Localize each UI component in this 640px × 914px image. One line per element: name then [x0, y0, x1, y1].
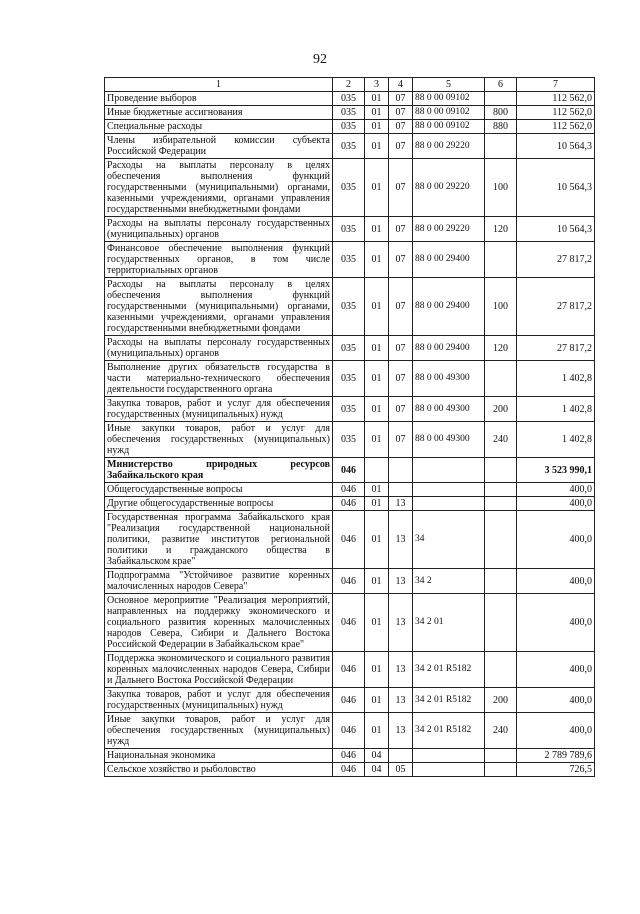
section-code-cell: 01 [365, 120, 389, 134]
table-row [105, 497, 595, 511]
section-code-cell: 01 [365, 397, 389, 422]
row-name-cell: Подпрограмма "Устойчивое развитие коренных малочисленных народов Севера" [105, 569, 333, 594]
target-article-cell [413, 458, 485, 483]
amount-cell: 27 817,2 [517, 242, 595, 278]
expense-type-cell [485, 511, 517, 569]
row-name-cell: Расходы на выплаты персоналу в целях обеспечения выполнения функций государственными (муниципальными) органами, казенными учреждениями, органами управления государственными внебюджетными фондами [105, 278, 333, 336]
row-name-cell: Расходы на выплаты персоналу государственных (муниципальных) органов [105, 336, 333, 361]
expense-type-cell: 240 [485, 422, 517, 458]
subsection-code-cell: 13 [389, 511, 413, 569]
table-row [105, 278, 595, 336]
subsection-code-cell: 13 [389, 569, 413, 594]
target-article-cell [413, 763, 485, 777]
amount-cell: 400,0 [517, 511, 595, 569]
row-name-cell: Сельское хозяйство и рыболовство [105, 763, 333, 777]
ved-code-cell: 035 [333, 242, 365, 278]
table-row [105, 569, 595, 594]
amount-cell: 726,5 [517, 763, 595, 777]
target-article-cell: 88 0 00 29220 [413, 159, 485, 217]
target-article-cell: 88 0 00 49300 [413, 361, 485, 397]
amount-cell: 112 562,0 [517, 106, 595, 120]
ved-code-cell: 035 [333, 336, 365, 361]
subsection-code-cell: 13 [389, 713, 413, 749]
section-code-cell: 01 [365, 336, 389, 361]
section-code-cell: 01 [365, 688, 389, 713]
ved-code-cell: 035 [333, 361, 365, 397]
section-code-cell: 01 [365, 483, 389, 497]
ved-code-cell: 046 [333, 749, 365, 763]
subsection-code-cell: 07 [389, 134, 413, 159]
amount-cell: 1 402,8 [517, 397, 595, 422]
amount-cell: 400,0 [517, 569, 595, 594]
ved-code-cell: 046 [333, 569, 365, 594]
expense-type-cell: 100 [485, 278, 517, 336]
row-name-cell: Поддержка экономического и социального развития коренных малочисленных народов Севера, Сибири и Дальнего Востока Российской Федерации [105, 652, 333, 688]
table-row [105, 92, 595, 106]
subsection-code-cell [389, 458, 413, 483]
table-row [105, 763, 595, 777]
amount-cell: 27 817,2 [517, 336, 595, 361]
target-article-cell: 88 0 00 49300 [413, 422, 485, 458]
section-code-cell: 01 [365, 159, 389, 217]
ved-code-cell: 046 [333, 458, 365, 483]
target-article-cell: 34 2 01 R5182 [413, 713, 485, 749]
target-article-cell: 88 0 00 29400 [413, 336, 485, 361]
table-row [105, 652, 595, 688]
subsection-code-cell: 07 [389, 159, 413, 217]
section-code-cell: 01 [365, 497, 389, 511]
section-code-cell: 01 [365, 422, 389, 458]
ved-code-cell: 046 [333, 713, 365, 749]
row-name-cell: Государственная программа Забайкальского края "Реализация государственной национальной политики, развитие институтов региональной политики и гражданского общества в Забайкальском крае" [105, 511, 333, 569]
expense-type-cell: 240 [485, 713, 517, 749]
row-name-cell: Расходы на выплаты персоналу в целях обеспечения выполнения функций государственными (муниципальными) органами, казенными учреждениями, органами управления государственными внебюджетными фондами [105, 159, 333, 217]
expense-type-cell [485, 134, 517, 159]
table-row [105, 159, 595, 217]
expense-type-cell [485, 458, 517, 483]
ved-code-cell: 035 [333, 397, 365, 422]
expense-type-cell: 200 [485, 397, 517, 422]
section-code-cell: 01 [365, 361, 389, 397]
row-name-cell: Специальные расходы [105, 120, 333, 134]
target-article-cell: 34 [413, 511, 485, 569]
subsection-code-cell: 07 [389, 217, 413, 242]
row-name-cell: Министерство природных ресурсов Забайкальского края [105, 458, 333, 483]
target-article-cell: 88 0 00 29400 [413, 278, 485, 336]
amount-cell: 2 789 789,6 [517, 749, 595, 763]
target-article-cell: 88 0 00 09102 [413, 92, 485, 106]
ved-code-cell: 035 [333, 422, 365, 458]
section-code-cell: 01 [365, 594, 389, 652]
section-code-cell: 01 [365, 511, 389, 569]
amount-cell: 112 562,0 [517, 120, 595, 134]
subsection-code-cell: 13 [389, 594, 413, 652]
ved-code-cell: 035 [333, 159, 365, 217]
ved-code-cell: 046 [333, 652, 365, 688]
section-code-cell: 01 [365, 106, 389, 120]
amount-cell: 10 564,3 [517, 217, 595, 242]
subsection-code-cell [389, 749, 413, 763]
section-code-cell: 01 [365, 134, 389, 159]
target-article-cell [413, 749, 485, 763]
table-row [105, 483, 595, 497]
header-cell: 7 [517, 78, 595, 92]
target-article-cell: 34 2 01 R5182 [413, 652, 485, 688]
ved-code-cell: 046 [333, 688, 365, 713]
target-article-cell: 88 0 00 29400 [413, 242, 485, 278]
expense-type-cell [485, 242, 517, 278]
row-name-cell: Проведение выборов [105, 92, 333, 106]
row-name-cell: Иные закупки товаров, работ и услуг для обеспечения государственных (муниципальных) нужд [105, 713, 333, 749]
amount-cell: 400,0 [517, 652, 595, 688]
ved-code-cell: 035 [333, 120, 365, 134]
subsection-code-cell: 07 [389, 92, 413, 106]
table-row [105, 397, 595, 422]
target-article-cell: 34 2 01 R5182 [413, 688, 485, 713]
section-code-cell: 01 [365, 278, 389, 336]
table-row [105, 749, 595, 763]
budget-table [104, 77, 595, 777]
amount-cell: 1 402,8 [517, 422, 595, 458]
amount-cell: 400,0 [517, 497, 595, 511]
ved-code-cell: 035 [333, 217, 365, 242]
target-article-cell: 88 0 00 29220 [413, 134, 485, 159]
ved-code-cell: 046 [333, 483, 365, 497]
amount-cell: 400,0 [517, 713, 595, 749]
table-row [105, 336, 595, 361]
table-row [105, 242, 595, 278]
row-name-cell: Национальная экономика [105, 749, 333, 763]
row-name-cell: Финансовое обеспечение выполнения функций государственных органов, в том числе территориальных органов [105, 242, 333, 278]
amount-cell: 3 523 990,1 [517, 458, 595, 483]
expense-type-cell: 200 [485, 688, 517, 713]
target-article-cell [413, 497, 485, 511]
subsection-code-cell: 07 [389, 106, 413, 120]
table-row [105, 422, 595, 458]
amount-cell: 400,0 [517, 688, 595, 713]
target-article-cell [413, 483, 485, 497]
subsection-code-cell: 13 [389, 497, 413, 511]
amount-cell: 10 564,3 [517, 134, 595, 159]
ved-code-cell: 046 [333, 511, 365, 569]
section-code-cell: 04 [365, 763, 389, 777]
table-row [105, 458, 595, 483]
amount-cell: 27 817,2 [517, 278, 595, 336]
row-name-cell: Иные бюджетные ассигнования [105, 106, 333, 120]
ved-code-cell: 046 [333, 763, 365, 777]
target-article-cell: 34 2 01 [413, 594, 485, 652]
expense-type-cell [485, 749, 517, 763]
header-cell: 1 [105, 78, 333, 92]
expense-type-cell [485, 569, 517, 594]
expense-type-cell: 800 [485, 106, 517, 120]
ved-code-cell: 046 [333, 497, 365, 511]
ved-code-cell: 035 [333, 106, 365, 120]
table-row [105, 134, 595, 159]
table-row [105, 120, 595, 134]
table-row [105, 361, 595, 397]
expense-type-cell: 880 [485, 120, 517, 134]
amount-cell: 400,0 [517, 594, 595, 652]
row-name-cell: Иные закупки товаров, работ и услуг для обеспечения государственных (муниципальных) нужд [105, 422, 333, 458]
page-number: 92 [313, 52, 327, 67]
expense-type-cell [485, 361, 517, 397]
subsection-code-cell: 07 [389, 336, 413, 361]
amount-cell: 112 562,0 [517, 92, 595, 106]
subsection-code-cell: 07 [389, 278, 413, 336]
table-row [105, 217, 595, 242]
subsection-code-cell [389, 483, 413, 497]
ved-code-cell: 046 [333, 594, 365, 652]
section-code-cell: 01 [365, 217, 389, 242]
subsection-code-cell: 13 [389, 688, 413, 713]
row-name-cell: Члены избирательной комиссии субъекта Российской Федерации [105, 134, 333, 159]
table-row [105, 594, 595, 652]
table-row [105, 511, 595, 569]
amount-cell: 1 402,8 [517, 361, 595, 397]
section-code-cell: 01 [365, 242, 389, 278]
expense-type-cell: 120 [485, 217, 517, 242]
table-row [105, 688, 595, 713]
header-cell: 4 [389, 78, 413, 92]
section-code-cell: 04 [365, 749, 389, 763]
ved-code-cell: 035 [333, 278, 365, 336]
ved-code-cell: 035 [333, 134, 365, 159]
table-row [105, 713, 595, 749]
table-row [105, 106, 595, 120]
target-article-cell: 88 0 00 09102 [413, 106, 485, 120]
amount-cell: 400,0 [517, 483, 595, 497]
subsection-code-cell: 07 [389, 361, 413, 397]
section-code-cell: 01 [365, 569, 389, 594]
header-cell: 2 [333, 78, 365, 92]
section-code-cell: 01 [365, 713, 389, 749]
row-name-cell: Другие общегосударственные вопросы [105, 497, 333, 511]
target-article-cell: 88 0 00 49300 [413, 397, 485, 422]
section-code-cell [365, 458, 389, 483]
target-article-cell: 34 2 [413, 569, 485, 594]
row-name-cell: Основное мероприятие "Реализация мероприятий, направленных на поддержку экономического и социального развития коренных малочисленных народов Севера, Сибири и Дальнего Востока Российской Федерации в Забайкальском крае" [105, 594, 333, 652]
header-cell: 3 [365, 78, 389, 92]
target-article-cell: 88 0 00 29220 [413, 217, 485, 242]
row-name-cell: Выполнение других обязательств государства в части материально-технического обеспечения деятельности государственного органа [105, 361, 333, 397]
ved-code-cell: 035 [333, 92, 365, 106]
expense-type-cell [485, 594, 517, 652]
header-row [105, 78, 595, 92]
section-code-cell: 01 [365, 652, 389, 688]
subsection-code-cell: 05 [389, 763, 413, 777]
subsection-code-cell: 07 [389, 242, 413, 278]
expense-type-cell: 120 [485, 336, 517, 361]
subsection-code-cell: 13 [389, 652, 413, 688]
row-name-cell: Закупка товаров, работ и услуг для обеспечения государственных (муниципальных) нужд [105, 397, 333, 422]
row-name-cell: Закупка товаров, работ и услуг для обеспечения государственных (муниципальных) нужд [105, 688, 333, 713]
subsection-code-cell: 07 [389, 120, 413, 134]
amount-cell: 10 564,3 [517, 159, 595, 217]
expense-type-cell [485, 763, 517, 777]
target-article-cell: 88 0 00 09102 [413, 120, 485, 134]
row-name-cell: Общегосударственные вопросы [105, 483, 333, 497]
row-name-cell: Расходы на выплаты персоналу государственных (муниципальных) органов [105, 217, 333, 242]
expense-type-cell [485, 483, 517, 497]
subsection-code-cell: 07 [389, 397, 413, 422]
expense-type-cell: 100 [485, 159, 517, 217]
header-cell: 5 [413, 78, 485, 92]
section-code-cell: 01 [365, 92, 389, 106]
expense-type-cell [485, 92, 517, 106]
expense-type-cell [485, 497, 517, 511]
header-cell: 6 [485, 78, 517, 92]
subsection-code-cell: 07 [389, 422, 413, 458]
expense-type-cell [485, 652, 517, 688]
